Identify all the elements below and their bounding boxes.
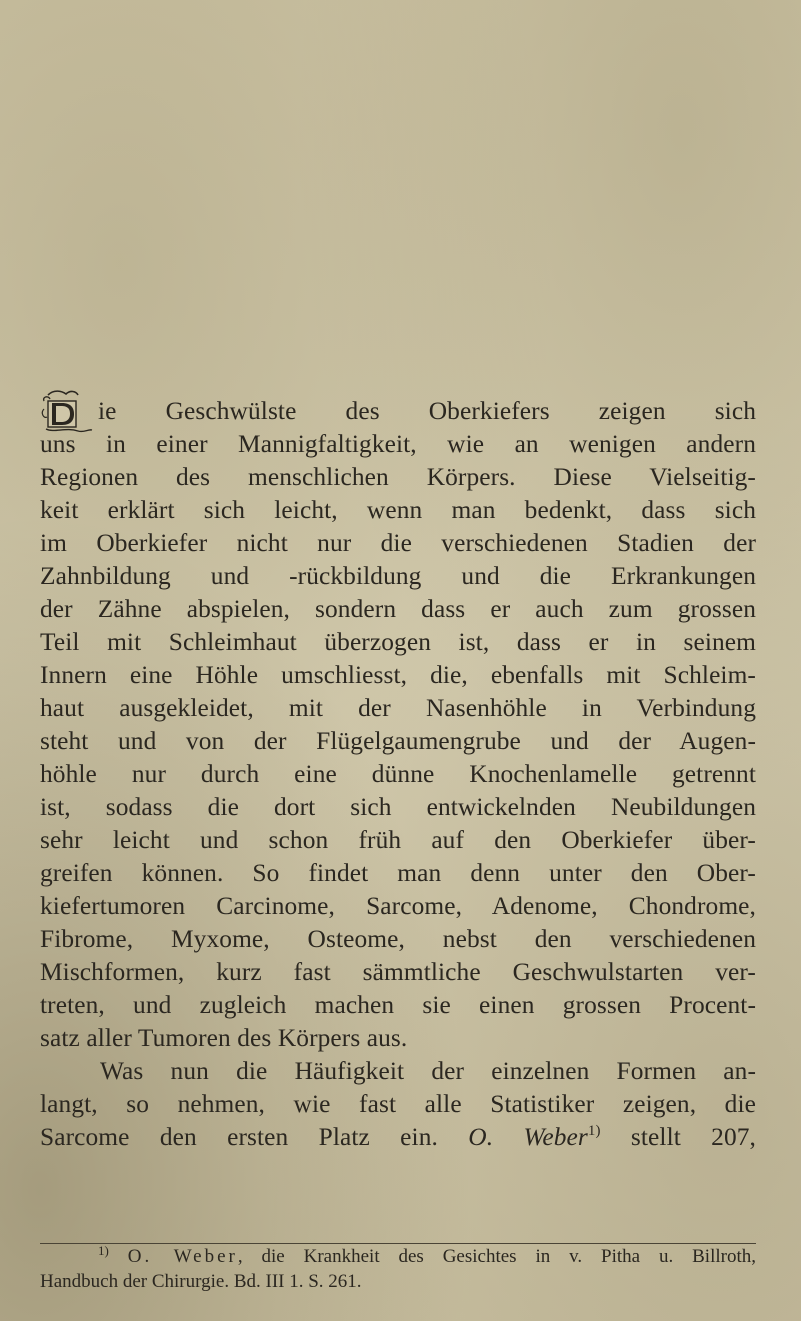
text-line: Teil mit Schleimhaut überzogen ist, dass er in seinem <box>40 628 756 656</box>
text-line: uns in einer Mannigfaltigkeit, wie an wenigen andern <box>40 430 756 458</box>
text-line: haut ausgekleidet, mit der Nasenhöhle in Verbindung <box>40 694 756 722</box>
text-line: treten, und zugleich machen sie einen grossen Procent- <box>40 991 756 1019</box>
text-line <box>40 395 756 428</box>
first-line-text: ie Geschwülste des Oberkiefers zeigen sich <box>98 397 756 425</box>
text-line: steht und von der Flügelgaumengrube und der Augen- <box>40 727 756 755</box>
text-line: im Oberkiefer nicht nur die verschiedenen Stadien der <box>40 529 756 557</box>
footnote-reference[interactable]: 1) <box>587 1123 601 1139</box>
text-line: greifen können. So findet man denn unter den Ober- <box>40 859 756 887</box>
last-line-start: Sarcome den ersten Platz ein. <box>40 1123 438 1151</box>
text-line: Zahnbildung und -rückbildung und die Erkrankungen <box>40 562 756 590</box>
text-line: höhle nur durch eine dünne Knochenlamelle getrennt <box>40 760 756 788</box>
author-citation: O. Weber <box>468 1123 588 1151</box>
text-line: ist, sodass die dort sich entwickelnden Neubildungen <box>40 793 756 821</box>
text-line: Fibrome, Myxome, Osteome, nebst den verschiedenen <box>40 925 756 953</box>
footnote-marker: 1) <box>98 1243 109 1258</box>
text-line: Mischformen, kurz fast sämmtliche Geschwulstarten ver- <box>40 958 756 986</box>
text-line: keit erklärt sich leicht, wenn man bedenkt, dass sich <box>40 496 756 524</box>
text-line: kiefertumoren Carcinome, Sarcome, Adenome, Chondrome, <box>40 892 756 920</box>
footnote-line <box>40 1244 756 1269</box>
decorated-initial-D <box>40 389 96 433</box>
text-line: langt, so nehmen, wie fast alle Statistiker zeigen, die <box>40 1090 756 1118</box>
body-text <box>40 395 756 1154</box>
footnote <box>40 1244 756 1294</box>
text-line: Regionen des menschlichen Körpers. Diese Vielseitig- <box>40 463 756 491</box>
footnote-line: Handbuch der Chirurgie. Bd. III 1. S. 261. <box>40 1271 362 1292</box>
text-line <box>40 1121 756 1154</box>
text-line: Innern eine Höhle umschliesst, die, ebenfalls mit Schleim- <box>40 661 756 689</box>
text-line: sehr leicht und schon früh auf den Oberkiefer über- <box>40 826 756 854</box>
footnote-citation: , die Krankheit des Gesichtes in v. Pitha u. Billroth, <box>237 1246 756 1267</box>
text-line: der Zähne abspielen, sondern dass er auch zum grossen <box>40 595 756 623</box>
last-line-end: stellt 207, <box>630 1123 757 1151</box>
text-line: Was nun die Häufigkeit der einzelnen Formen an- <box>100 1057 756 1085</box>
footnote-author: O. Weber <box>127 1246 238 1267</box>
paragraph-end-line: satz aller Tumoren des Körpers aus. <box>40 1024 408 1052</box>
